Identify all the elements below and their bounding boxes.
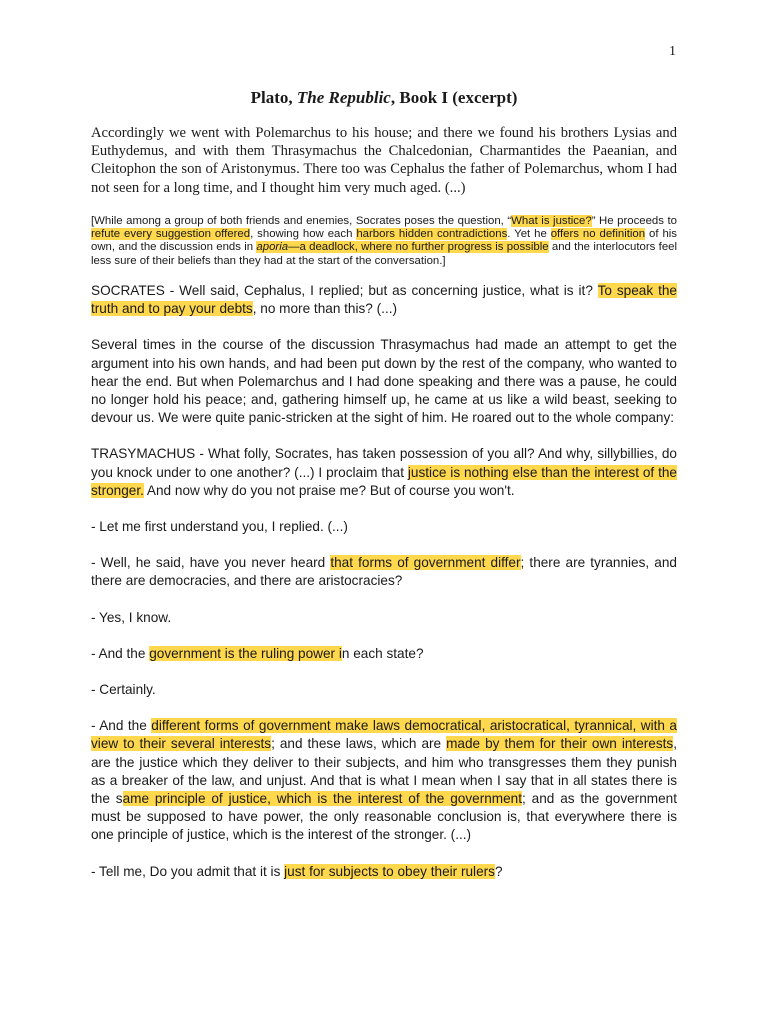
body-text: ; there are tyrannies, and there are democracies, and there are aristocracies? bbox=[91, 555, 677, 589]
editorial-note bbox=[91, 215, 677, 268]
narration-paragraph: Several times in the course of the discussion Thrasymachus had made an attempt to get the argument into his own hands, and had been put down by the rest of the company, who wanted to hear the end. But when Polemarchus and I had done speaking and there was a pause, he could no longer hold his peace; and, gathering himself up, he came at us like a wild beast, seeking to devour us. We were quite panic-stricken at the sight of him. He roared out to the whole company: bbox=[91, 337, 677, 426]
dialogue-line-7 bbox=[91, 863, 677, 881]
body-text: SOCRATES - Well said, Cephalus, I replied; but as concerning justice, what is it? bbox=[91, 283, 598, 298]
note-highlight: offers no definition bbox=[550, 228, 646, 241]
body-text: ? bbox=[494, 863, 503, 879]
note-highlight: refute every suggestion offered bbox=[91, 228, 251, 241]
note-text: ” He proceeds to bbox=[591, 214, 678, 227]
page-number: 1 bbox=[669, 44, 676, 59]
title-work: The Republic bbox=[296, 88, 391, 107]
note-text: [While among a group of both friends and enemies, Socrates poses the question, “ bbox=[91, 214, 512, 227]
dialogue-line-6 bbox=[91, 717, 677, 844]
highlight: different forms of government make laws democratical, aristocratical, tyrannical, with a view to their several interests bbox=[91, 718, 677, 752]
intro-paragraph: Accordingly we went with Polemarchus to his house; and there we found his brothers Lysias and Euthydemus, and with them Thrasymachus the Chalcedonian, Charmantides the Paeanian, and Cleitophon the son of Aristonymus. There too was Cephalus the father of Polemarchus, whom I had not seen for a long time, and I thought him very much aged. (...) bbox=[91, 125, 677, 196]
highlight: To speak the truth and to pay your debts bbox=[91, 283, 677, 317]
note-text: , showing how each bbox=[250, 228, 357, 241]
document-body bbox=[91, 124, 677, 899]
body-text: , no more than this? (...) bbox=[252, 301, 398, 317]
note-text: and the interlocutors feel less sure of their beliefs than they had at the start of the conversation.] bbox=[91, 241, 678, 267]
note-text: . Yet he bbox=[507, 228, 551, 241]
note-highlight: harbors hidden contradictions bbox=[356, 228, 508, 241]
body-text: - And the bbox=[91, 645, 150, 661]
document-title bbox=[0, 88, 768, 108]
dialogue-line-5: - Certainly. bbox=[91, 682, 156, 698]
highlight: just for subjects to obey their rulers bbox=[284, 863, 495, 879]
thrasymachus-paragraph bbox=[91, 445, 677, 500]
body-text: - Well, he said, have you never heard bbox=[91, 555, 331, 571]
dialogue-line-1: - Let me first understand you, I replied. (...) bbox=[91, 519, 348, 535]
note-text: of his own, and the discussion ends in bbox=[91, 228, 678, 254]
highlight: ame principle of justice, which is the interest of the government bbox=[122, 791, 523, 807]
body-text: TRASYMACHUS - What folly, Socrates, has taken possession of you all? And why, sillybillies, do you knock under to one another? (...) I proclaim that bbox=[91, 446, 677, 480]
note-highlight-text: —a deadlock, where no further progress is possible bbox=[288, 241, 549, 254]
socrates-paragraph bbox=[91, 282, 677, 318]
title-prefix: Plato, bbox=[250, 88, 297, 107]
dialogue-line-4 bbox=[91, 645, 677, 663]
body-text: - Tell me, Do you admit that it is bbox=[91, 863, 285, 879]
title-suffix: , Book I (excerpt) bbox=[390, 88, 518, 107]
dialogue-line-2 bbox=[91, 554, 677, 590]
body-text: , are the justice which they deliver to their subjects, and him who transgresses them they punish as a breaker of the law, and unjust. And that is what I mean when I say that in all states there is the s bbox=[91, 736, 677, 807]
body-text: And now why do you not praise me? But of course you won't. bbox=[143, 482, 515, 498]
body-text: ; and as the government must be supposed to have power, the only reasonable conclusion is, that everywhere there is one principle of justice, which is the interest of the stronger. (...) bbox=[91, 791, 677, 843]
highlight: government is the ruling power i bbox=[149, 645, 342, 661]
body-text: - And the bbox=[91, 718, 152, 734]
note-italic-term: aporia bbox=[256, 241, 289, 254]
body-text: n each state? bbox=[341, 645, 424, 661]
highlight: justice is nothing else than the interest of the stronger. bbox=[91, 464, 677, 498]
dialogue-line-3: - Yes, I know. bbox=[91, 609, 172, 625]
note-highlight bbox=[256, 241, 548, 253]
highlight: that forms of government differ bbox=[330, 555, 521, 571]
body-text: ; and these laws, which are bbox=[271, 736, 447, 752]
highlight: made by them for their own interests bbox=[446, 736, 674, 752]
note-highlight: What is justice? bbox=[511, 214, 592, 227]
